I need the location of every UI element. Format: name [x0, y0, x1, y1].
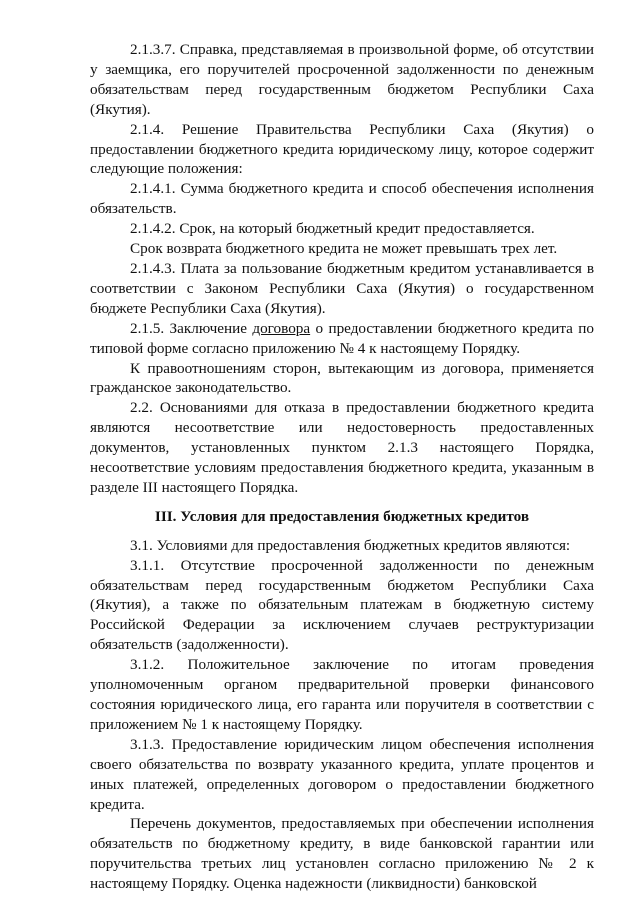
- paragraph-2-2: 2.2. Основаниями для отказа в предоставлении бюджетного кредита являются несоответствие или недостоверность предоставленных документов, установленных пунктом 2.1.3 настоящего Порядка, несоответствие условиям предоставления бюджетного кредита, указанным в разделе III настоящего Порядка.: [90, 399, 594, 496]
- paragraph-documents-list: Перечень документов, предоставляемых при обеспечении исполнения обязательств по бюджетному кредиту, в виде банковской гарантии или поручительства третьих лиц установлен согласно приложению № 2 к настоящему Порядку. Оценка надежности (ликвидности) банковской: [90, 815, 594, 893]
- paragraph-return-term: Срок возврата бюджетного кредита не может превышать трех лет.: [130, 240, 558, 258]
- paragraph-civil-law: К правоотношениям сторон, вытекающим из договора, применяется гражданское законодательство.: [90, 359, 594, 397]
- paragraph-2-1-4-3: 2.1.4.3. Плата за пользование бюджетным кредитом устанавливается в соответствии с Законом Республики Саха (Якутия) о государственном бюджете Республики Саха (Якутия).: [90, 259, 594, 317]
- document-page: [90, 40, 594, 894]
- paragraph-2-1-3-7: 2.1.3.7. Справка, представляемая в произвольной форме, об отсутствии у заемщика, его поручителей просроченной задолженности по денежным обязательствам перед государственным бюджетом Республики Саха (Якутия).: [90, 41, 594, 118]
- paragraph-3-1-3: 3.1.3. Предоставление юридическим лицом обеспечения исполнения своего обязательства по возврату указанного кредита, уплате процентов и иных платежей, определенных договором о предоставлении бюджетного кредита.: [90, 735, 594, 813]
- contract-link[interactable]: договора: [252, 319, 311, 337]
- paragraph-2-1-4: 2.1.4. Решение Правительства Республики Саха (Якутия) о предоставлении бюджетного кредита юридическому лицу, которое содержит следующие положения:: [90, 120, 594, 178]
- paragraph-2-1-5: [90, 319, 594, 359]
- paragraph-3-1-1: 3.1.1. Отсутствие просроченной задолженности по денежным обязательствам перед государственным бюджетом Республики Саха (Якутия), а также по обязательным платежам в бюджетную систему Российской Федерации за исключением случаев реструктуризации обязательств (задолженности).: [90, 556, 594, 654]
- paragraph-3-1: 3.1. Условиями для предоставления бюджетных кредитов являются:: [130, 536, 571, 554]
- paragraph-2-1-4-2: 2.1.4.2. Срок, на который бюджетный кредит предоставляется.: [130, 220, 535, 238]
- paragraph-2-1-5-start: 2.1.5. Заключение: [130, 319, 253, 337]
- paragraph-2-1-4-1: 2.1.4.1. Сумма бюджетного кредита и способ обеспечения исполнения обязательств.: [90, 180, 594, 218]
- paragraph-2-1-5-end: о предоставлении бюджетного кредита по типовой форме согласно приложению № 4 к настоящему Порядку.: [90, 319, 594, 357]
- section-heading: III. Условия для предоставления бюджетных кредитов: [154, 507, 530, 525]
- paragraph-3-1-2: 3.1.2. Положительное заключение по итогам проведения уполномоченным органом предварительной проверки финансового состояния юридического лица, его гаранта или поручителя в соответствии с приложением № 1 к настоящему Порядку.: [90, 656, 594, 733]
